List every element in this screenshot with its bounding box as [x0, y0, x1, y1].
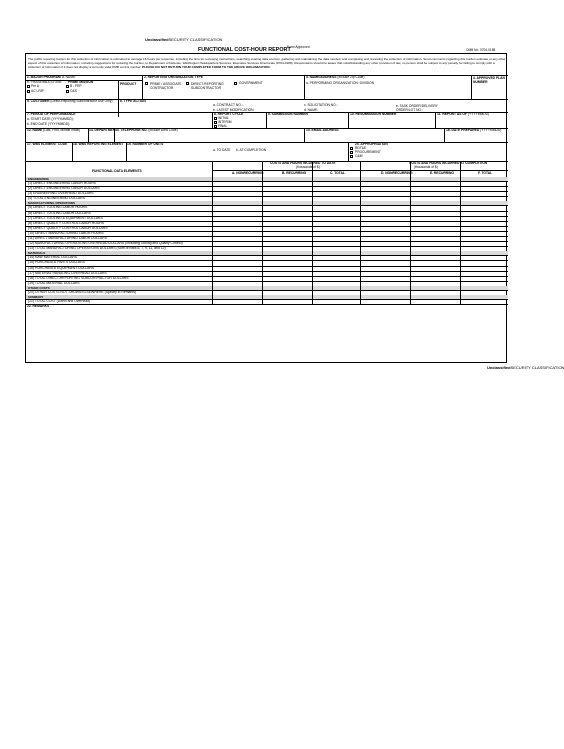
value-cell[interactable]	[263, 216, 311, 220]
value-cell[interactable]	[461, 261, 507, 265]
value-cell[interactable]	[411, 216, 459, 220]
value-cell[interactable]	[361, 211, 409, 215]
government-label: GOVERNMENT	[239, 81, 263, 85]
value-cell[interactable]	[411, 211, 459, 215]
om-label: O&M	[355, 154, 363, 158]
block-1a-name: a. NAME:	[62, 75, 77, 79]
value-cell[interactable]	[263, 226, 311, 230]
value-cell[interactable]	[411, 276, 459, 280]
block-3-name-address	[306, 76, 364, 79]
value-cell[interactable]	[213, 197, 261, 201]
block-19a-to-date: a. TO DATE	[213, 148, 231, 152]
value-cell[interactable]	[213, 221, 261, 225]
value-cell[interactable]	[461, 231, 507, 235]
value-cell[interactable]	[313, 237, 359, 241]
value-cell[interactable]	[361, 182, 409, 186]
value-cell[interactable]	[213, 256, 261, 260]
value-cell[interactable]	[361, 281, 409, 285]
value-cell[interactable]	[411, 261, 459, 265]
section-title: MATERIALS	[28, 250, 46, 255]
value-cell[interactable]	[461, 247, 507, 251]
table-row: (15) PURCHASED PARTS DOLLARS	[28, 260, 85, 265]
value-cell[interactable]	[361, 192, 409, 196]
top-classification	[145, 38, 222, 42]
value-cell[interactable]	[411, 206, 459, 210]
value-cell[interactable]	[361, 237, 409, 241]
ac-lrip-checkbox[interactable]	[27, 90, 30, 93]
block-6-type-action: 6. TYPE ACTION	[120, 99, 146, 103]
prime-mission-label: PRIME MISSION	[68, 80, 94, 84]
procurement-checkbox[interactable]	[350, 151, 353, 154]
value-cell[interactable]	[313, 206, 359, 210]
value-cell[interactable]	[263, 247, 311, 251]
block-2-org-type: 2. REPORTING ORGANIZATION TYPE	[144, 75, 203, 79]
block-14-hint: (Include Area Code)	[148, 128, 178, 132]
value-cell[interactable]	[411, 226, 459, 230]
value-cell[interactable]	[263, 182, 311, 186]
value-cell[interactable]	[361, 226, 409, 230]
value-cell[interactable]	[361, 271, 409, 275]
value-cell[interactable]	[361, 197, 409, 201]
value-cell[interactable]	[213, 247, 261, 251]
block-5-customer	[27, 100, 113, 103]
to-date-header: COSTS AND HOURS INCURRED TO DATE	[270, 161, 336, 165]
value-cell[interactable]	[461, 281, 507, 285]
table-row: (20) OTHER COSTS NOT SHOWN ELSEWHERE (Specify in Remarks)	[28, 289, 137, 294]
block-7a-start-date: a. START DATE (YYYYMMDD):	[27, 117, 74, 121]
value-cell[interactable]	[361, 276, 409, 280]
return-warning: PLEASE DO NOT RETURN YOUR COMPLETED FORM TO THE ABOVE ORGANIZATION.	[142, 64, 271, 69]
initial-checkbox[interactable]	[214, 117, 217, 120]
value-cell[interactable]	[313, 192, 359, 196]
pre-a-checkbox[interactable]	[27, 85, 30, 88]
block-1b-phase: b. PHASE/MILESTONE	[27, 80, 62, 84]
col-a-header: A. NONRECURRING	[232, 171, 264, 175]
value-cell[interactable]	[411, 197, 459, 201]
block-16-date-prepared	[446, 129, 501, 132]
value-cell[interactable]	[213, 271, 261, 275]
block-12-hint: (Last, First, Middle Initial)	[43, 128, 80, 132]
value-cell[interactable]	[361, 187, 409, 191]
procurement-label: PROCUREMENT	[355, 150, 381, 154]
block-1-major-program: 1. MAJOR PROGRAM	[27, 75, 61, 79]
value-cell[interactable]	[461, 290, 507, 294]
value-cell[interactable]	[263, 197, 311, 201]
value-cell[interactable]	[263, 266, 311, 270]
table-row: (8) DIRECT QUALITY CONTROL LABOR HOURS	[28, 220, 105, 225]
col-b-header: B. RECURRING	[282, 171, 307, 175]
value-cell[interactable]	[411, 242, 459, 246]
value-cell[interactable]	[411, 237, 459, 241]
value-cell[interactable]	[361, 300, 409, 304]
ac-lrip-label: AC LRIP	[31, 89, 44, 93]
value-cell[interactable]	[461, 206, 507, 210]
bottom-classification-level: Unclassified	[487, 365, 511, 370]
table-row: (9) DIRECT QUALITY CONTROL LABOR DOLLARS	[28, 225, 108, 230]
value-cell[interactable]	[411, 192, 459, 196]
b-frp-label: B - FRP	[70, 84, 82, 88]
value-cell[interactable]	[213, 182, 261, 186]
prime-associate-label: PRIME / ASSOCIATE CONTRACTOR	[150, 82, 182, 90]
value-cell[interactable]	[361, 221, 409, 225]
value-cell[interactable]	[411, 221, 459, 225]
value-cell[interactable]	[461, 271, 507, 275]
form-title: FUNCTIONAL COST-HOUR REPORT	[198, 47, 291, 53]
government-checkbox[interactable]	[234, 82, 237, 85]
table-row: (21) TOTAL COST (Direct and Overhead)	[28, 299, 91, 303]
section-title: MANUFACTURING OPERATIONS	[28, 201, 75, 205]
table-row: (2) DIRECT ENGINEERING LABOR DOLLARS	[28, 186, 100, 191]
value-cell[interactable]	[213, 261, 261, 265]
value-cell[interactable]	[213, 187, 261, 191]
value-cell[interactable]	[361, 290, 409, 294]
classification-level: Unclassified	[145, 37, 169, 42]
interim-checkbox[interactable]	[214, 121, 217, 124]
to-date-subheader: (thousands of $)	[296, 165, 320, 169]
value-cell[interactable]	[213, 211, 261, 215]
value-cell[interactable]	[313, 242, 359, 246]
col-c-header: C. TOTAL	[330, 171, 345, 175]
interim-label: INTERIM	[218, 120, 232, 124]
value-cell[interactable]	[263, 256, 311, 260]
value-cell[interactable]	[361, 231, 409, 235]
section-title: ENGINEERING	[28, 176, 50, 181]
value-cell[interactable]	[461, 182, 507, 186]
value-cell[interactable]	[461, 300, 507, 304]
value-cell[interactable]	[213, 231, 261, 235]
rdte-checkbox[interactable]	[350, 147, 353, 150]
value-cell[interactable]	[411, 187, 459, 191]
block-15-email: 15. EMAIL ADDRESS	[306, 128, 339, 132]
block-5-title: 5. CUSTOMER	[27, 99, 50, 103]
value-cell[interactable]	[263, 261, 311, 265]
value-cell[interactable]	[263, 221, 311, 225]
value-cell[interactable]	[313, 211, 359, 215]
table-row: (18) TOTAL DIRECT-REPORTING SUBCONTRACTOR DOLLARS	[28, 275, 129, 280]
value-cell[interactable]	[213, 281, 261, 285]
block-20-appropriation: 20. APPROPRIATION	[355, 142, 388, 146]
block-14-title: 14. TELEPHONE NO.	[115, 128, 148, 132]
value-cell[interactable]	[213, 266, 261, 270]
block-12-title: 12. NAME	[27, 128, 43, 132]
classification-label: SECURITY CLASSIFICATION	[168, 37, 223, 42]
completion-subheader: (thousands of $)	[414, 165, 438, 169]
block-7b-end-date: b. END DATE (YYYYMMDD):	[27, 122, 71, 126]
table-row: (14) RAW MATERIAL DOLLARS	[28, 255, 78, 260]
value-cell[interactable]	[461, 237, 507, 241]
block-6d-name: d. NAME:	[304, 108, 319, 112]
value-cell[interactable]	[313, 247, 359, 251]
value-cell[interactable]	[313, 231, 359, 235]
value-cell[interactable]	[313, 271, 359, 275]
os-label: O&S	[70, 89, 77, 93]
block-5-hint: (Direct-Reporting Subcontractor Use Only)	[50, 99, 113, 103]
value-cell[interactable]	[313, 216, 359, 220]
value-cell[interactable]	[313, 221, 359, 225]
table-row: (5) DIRECT TOOLING LABOR HOURS	[28, 205, 88, 210]
value-cell[interactable]	[263, 300, 311, 304]
col-d-header: D. NONRECURRING	[381, 171, 413, 175]
block-8-report-cycle: 8. REPORT CYCLE	[214, 112, 244, 116]
value-cell[interactable]	[411, 247, 459, 251]
value-cell[interactable]	[461, 216, 507, 220]
block-10-resubmission: 10. RESUBMISSION NUMBER	[350, 112, 397, 116]
value-cell[interactable]	[263, 211, 311, 215]
block-17-wbs-code: 17. WBS ELEMENT CODE	[27, 142, 68, 146]
block-3-hint: (Include Zip Code)	[337, 75, 365, 79]
value-cell[interactable]	[411, 290, 459, 294]
value-cell[interactable]	[263, 187, 311, 191]
block-6c-solicitation-no: c. SOLICITATION NO.:	[304, 103, 338, 107]
table-row: (10) DIRECT MANUFACTURING LABOR HOURS	[28, 230, 104, 235]
value-cell[interactable]	[263, 281, 311, 285]
block-11-report-as-of	[437, 113, 489, 116]
value-cell[interactable]	[461, 192, 507, 196]
table-row: (3) ENGINEERING OVERHEAD DOLLARS	[28, 191, 94, 196]
table-row: (11) DIRECT MANUFACTURING LABOR DOLLARS	[28, 236, 108, 240]
value-cell[interactable]	[313, 266, 359, 270]
value-cell[interactable]	[213, 290, 261, 294]
value-cell[interactable]	[263, 192, 311, 196]
value-cell[interactable]	[461, 226, 507, 230]
value-cell[interactable]	[411, 256, 459, 260]
value-cell[interactable]	[361, 206, 409, 210]
col-f-header: F. TOTAL	[478, 171, 493, 175]
value-cell[interactable]	[461, 197, 507, 201]
block-9-submission: 9. SUBMISSION NUMBER	[268, 112, 308, 116]
value-cell[interactable]	[461, 211, 507, 215]
value-cell[interactable]	[263, 276, 311, 280]
value-cell[interactable]	[213, 276, 261, 280]
value-cell[interactable]	[263, 231, 311, 235]
value-cell[interactable]	[313, 197, 359, 201]
value-cell[interactable]	[213, 206, 261, 210]
om-checkbox[interactable]	[350, 155, 353, 158]
col-e-header: E. RECURRING	[430, 171, 454, 175]
value-cell[interactable]	[313, 182, 359, 186]
table-row: (1) DIRECT ENGINEERING LABOR HOURS	[28, 181, 96, 185]
table-row: (4) TOTAL ENGINEERING DOLLARS	[28, 196, 85, 201]
value-cell[interactable]	[213, 192, 261, 196]
block-14-telephone	[115, 129, 178, 132]
bottom-classification	[487, 366, 564, 370]
value-cell[interactable]	[411, 271, 459, 275]
value-cell[interactable]	[361, 261, 409, 265]
value-cell[interactable]	[461, 242, 507, 246]
table-row: (17) MATERIAL HANDLING OVERHEAD DOLLARS	[28, 270, 107, 275]
value-cell[interactable]	[263, 206, 311, 210]
pre-a-label: Pre A	[31, 84, 40, 88]
value-cell[interactable]	[313, 256, 359, 260]
value-cell[interactable]	[263, 242, 311, 246]
value-cell[interactable]	[313, 261, 359, 265]
block-11-hint: (YYYYMMDD)	[467, 112, 490, 116]
value-cell[interactable]	[461, 266, 507, 270]
value-cell[interactable]	[263, 237, 311, 241]
value-cell[interactable]	[461, 187, 507, 191]
value-cell[interactable]	[263, 290, 311, 294]
block-22-remarks: 22. REMARKS	[27, 304, 50, 309]
burden-notice-text: The public reporting burden for this collection of information is estimated to average 16 hours per response, including the time for reviewing instructions, searching existing data sources, gathering and maintaining the data needed, and completing and reviewing the collection of information. Send comments regarding this burden estimate or any other aspect of this collection of information, including suggestions for reducing the burden, to Department of Defense, Washington Headquarters Services, Executive Services Directorate (0704-0188). Respondents should be aware that notwithstanding any other provision of law, no person shall be subject to any penalty for failing to comply with a collection of information if it does not display a currently valid OMB control number.	[28, 57, 506, 69]
value-cell[interactable]	[411, 281, 459, 285]
block-6e-task-order: e. TASK ORDER/DELIVERY ORDER/LOT NO.:	[396, 104, 438, 112]
table-row: (16) PURCHASED EQUIPMENT DOLLARS	[28, 265, 95, 270]
value-cell[interactable]	[461, 221, 507, 225]
value-cell[interactable]	[361, 247, 409, 251]
value-cell[interactable]	[213, 300, 261, 304]
block-12-name	[27, 129, 80, 132]
section-title: OTHER COSTS	[28, 285, 50, 290]
block-13-department: 13. DEPARTMENT	[89, 128, 118, 132]
final-label: FINAL	[218, 124, 228, 128]
value-cell[interactable]	[411, 300, 459, 304]
value-cell[interactable]	[361, 256, 409, 260]
block-3-title: 3. NAME/ADDRESS	[306, 75, 337, 79]
value-cell[interactable]	[313, 276, 359, 280]
value-cell[interactable]	[263, 271, 311, 275]
value-cell[interactable]	[411, 231, 459, 235]
table-row: (12) MANUFACTURING OPERATIONS OVERHEAD DOLLARS (Including Tooling and Quality Control)	[28, 241, 183, 246]
initial-label: INITIAL	[218, 116, 230, 120]
value-cell[interactable]	[313, 226, 359, 230]
block-6a-contract-no: a. CONTRACT NO.:	[213, 103, 243, 107]
rdte-label: RDT&E	[355, 146, 367, 150]
value-cell[interactable]	[213, 242, 261, 246]
cost-hour-report-form	[25, 53, 507, 363]
value-cell[interactable]	[361, 266, 409, 270]
block-16-title: 16. DATE PREPARED	[446, 128, 480, 132]
value-cell[interactable]	[361, 216, 409, 220]
value-cell[interactable]	[313, 290, 359, 294]
block-11-title: 11. REPORT AS OF	[437, 112, 467, 116]
os-checkbox[interactable]	[66, 90, 69, 93]
block-19-units: 19. NUMBER OF UNITS	[127, 142, 164, 146]
table-row: (7) DIRECT TOOLING & EQUIPMENT DOLLARS	[28, 215, 103, 220]
completion-header: COSTS AND HOURS INCURRED AT COMPLETION	[409, 161, 488, 165]
value-cell[interactable]	[213, 216, 261, 220]
block-6b-latest-mod: b. LATEST MODIFICATION:	[213, 108, 255, 112]
value-cell[interactable]	[411, 182, 459, 186]
block-16-hint: (YYYYMMDD)	[480, 128, 502, 132]
direct-reporting-checkbox[interactable]	[186, 82, 189, 85]
functional-data-elements-header: FUNCTIONAL DATA ELEMENTS	[92, 169, 142, 173]
direct-reporting-label: DIRECT-REPORTING SUBCONTRACTOR	[191, 82, 224, 90]
b-frp-checkbox[interactable]	[66, 85, 69, 88]
value-cell[interactable]	[313, 300, 359, 304]
value-cell[interactable]	[361, 242, 409, 246]
value-cell[interactable]	[213, 226, 261, 230]
block-7-period: 7. PERIOD OF PERFORMANCE	[27, 112, 76, 116]
value-cell[interactable]	[411, 266, 459, 270]
omb-number: OMB No. 0704-0188	[466, 48, 496, 52]
block-18-wbs-element: 18. WBS REPORTING ELEMENT	[73, 142, 124, 146]
value-cell[interactable]	[313, 281, 359, 285]
form-approved: Form Approved	[287, 45, 310, 49]
value-cell[interactable]	[461, 276, 507, 280]
bottom-classification-label: SECURITY CLASSIFICATION	[510, 365, 564, 370]
table-row: (13) TOTAL MANUFACTURING OPERATIONS DOLLARS (Sum of rows 6, 7, 9, 11, and 12)	[28, 246, 166, 251]
section-title: SUMMARY	[28, 294, 44, 299]
product-label: PRODUCT	[120, 82, 137, 86]
table-row: (6) DIRECT TOOLING LABOR DOLLARS	[28, 210, 91, 215]
value-cell[interactable]	[313, 187, 359, 191]
value-cell[interactable]	[213, 237, 261, 241]
block-4-plan-number: 4. APPROVED PLAN NUMBER	[473, 76, 505, 84]
table-row: (19) TOTAL MATERIAL DOLLARS	[28, 280, 80, 285]
prime-associate-checkbox[interactable]	[145, 82, 148, 85]
burden-notice	[28, 58, 506, 74]
block-3a-performing-org: a. PERFORMING ORGANIZATION: DIVISION	[306, 81, 375, 85]
block-19b-at-completion: b. AT COMPLETION	[236, 148, 267, 152]
value-cell[interactable]	[461, 256, 507, 260]
